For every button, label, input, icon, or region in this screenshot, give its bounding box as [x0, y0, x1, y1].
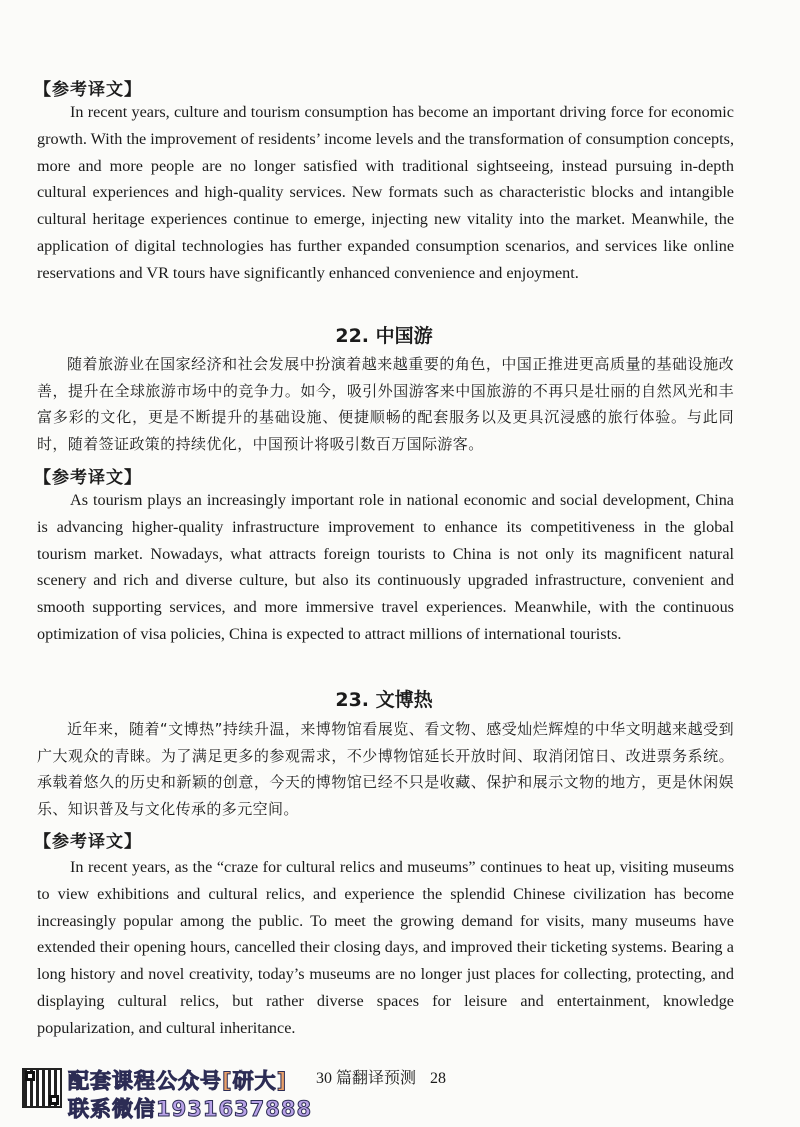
translation-paragraph: In recent years, culture and tourism consumption has become an important driving force for economic growth. With the improvement of residents’ income levels and the transformation of consumption concepts, more and more people are no longer satisfied with traditional sightseeing, instead pursuing in-depth cultural experiences and high-quality services. New formats such as characteristic blocks and intangible cultural heritage experiences continue to emerge, injecting new vitality into the market. Meanwhile, the application of digital technologies has further expanded consumption scenarios, and services like online reservations and VR tours have significantly enhanced convenience and enjoyment.	[37, 103, 734, 282]
section-heading: 23. 文博热	[335, 689, 433, 711]
section-heading: 22. 中国游	[335, 325, 433, 347]
translation-paragraph: As tourism plays an increasingly important role in national economic and social development, China is advancing higher-quality infrastructure improvement to enhance its competitiveness in the global tourism market. Nowadays, what attracts foreign tourists to China is not only its magnificent natural scenery and rich and diverse culture, but also its continuously upgraded infrastructure, convenient and smooth supporting services, and more immersive travel experiences. Meanwhile, with the continuous optimization of visa policies, China is expected to attract millions of international tourists.	[37, 491, 734, 643]
book-title: 30 篇翻译预测	[316, 1070, 417, 1087]
reference-translation-label: 【参考译文】	[34, 832, 142, 852]
running-footer	[316, 1065, 446, 1088]
reference-translation-label: 【参考译文】	[34, 468, 142, 488]
watermark-line: 配套课程公众号[研大]	[68, 1069, 288, 1093]
source-paragraph: 近年来，随着“文博热”持续升温，来博物馆看展览、看文物、感受灿烂辉煌的中华文明越来越受到广大观众的青睐。为了满足更多的参观需求，不少博物馆延长开放时间、取消闭馆日、改进票务系统。承载着悠久的历史和新颖的创意，今天的博物馆已经不只是收藏、保护和展示文物的地方，更是休闲娱乐、知识普及与文化传承的多元空间。	[37, 720, 734, 818]
page-footer	[0, 1060, 800, 1127]
page-number: 28	[430, 1070, 447, 1087]
qr-code-icon	[22, 1068, 62, 1108]
watermark-line: 联系微信1931637888	[68, 1097, 313, 1121]
reference-translation-label: 【参考译文】	[34, 80, 142, 100]
source-paragraph: 随着旅游业在国家经济和社会发展中扮演着越来越重要的角色，中国正推进更高质量的基础设施改善，提升在全球旅游市场中的竞争力。如今，吸引外国游客来中国旅游的不再只是壮丽的自然风光和丰富多彩的文化，更是不断提升的基础设施、便捷顺畅的配套服务以及更具沉浸感的旅行体验。与此同时，随着签证政策的持续优化，中国预计将吸引数百万国际游客。	[37, 355, 734, 453]
translation-paragraph: In recent years, as the “craze for cultural relics and museums” continues to heat up, visiting museums to view exhibitions and cultural relics, and experience the splendid Chinese civilization has become increasingly popular among the public. To meet the growing demand for visits, many museums have extended their opening hours, cancelled their closing days, and improved their ticketing systems. Bearing a long history and novel creativity, today’s museums are no longer just places for collecting, protecting, and displaying cultural relics, but rather diverse spaces for leisure and entertainment, knowledge popularization, and cultural inheritance.	[37, 858, 734, 1037]
